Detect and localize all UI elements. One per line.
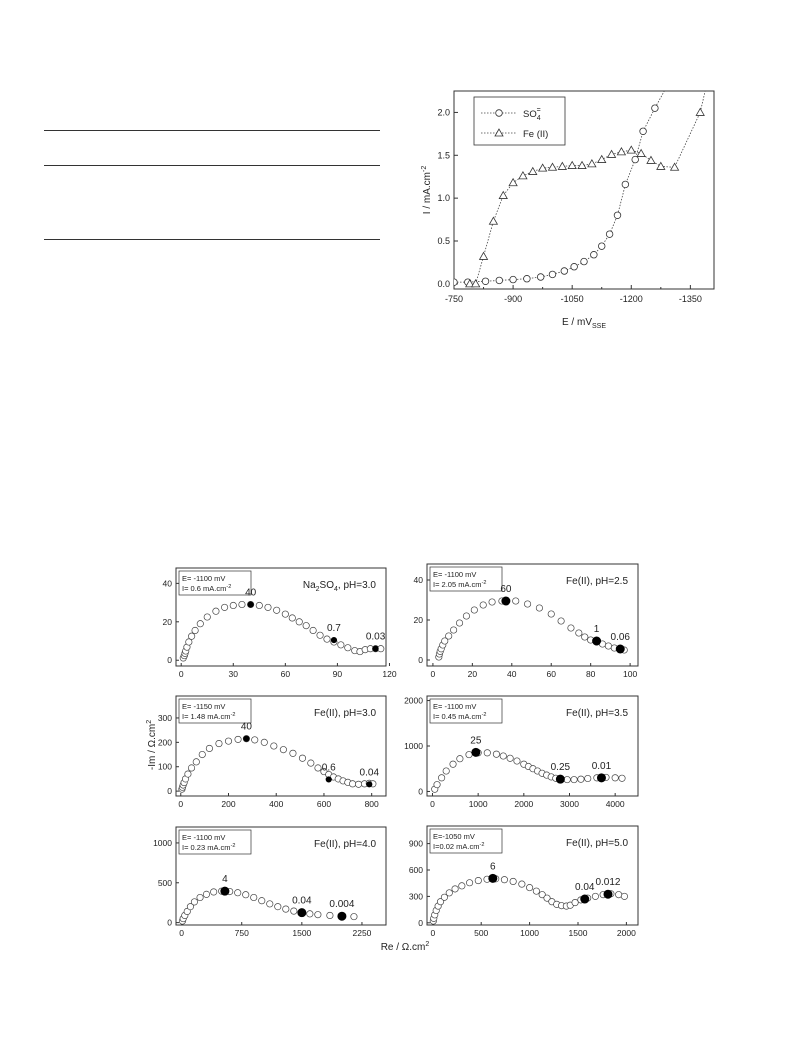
x-tick-label: -900 (504, 294, 523, 304)
data-point (289, 615, 295, 621)
data-point (193, 759, 199, 765)
data-point (489, 599, 495, 605)
frequency-marker (221, 887, 229, 895)
data-point (612, 775, 618, 781)
x-tick-label: 0 (178, 799, 184, 809)
data-point (536, 605, 542, 611)
data-point (203, 891, 209, 897)
data-point (475, 877, 481, 883)
y-tick-label: 1.0 (437, 193, 450, 204)
frequency-marker (373, 646, 378, 651)
x-tick-label: 2000 (616, 928, 636, 938)
data-point (235, 736, 241, 742)
data-point (280, 746, 286, 752)
data-point (510, 878, 516, 884)
panel-title: Fe(II), pH=2.5 (566, 576, 628, 587)
data-point (290, 750, 296, 756)
x-tick-label: 40 (507, 669, 517, 679)
x-axis-label: Re / $\Omega.cm^2$ (380, 941, 430, 953)
data-point (355, 781, 361, 787)
data-point (243, 892, 249, 898)
data-point (526, 884, 532, 890)
nyquist-panel-6 (409, 826, 638, 938)
data-point (450, 627, 456, 633)
data-point (307, 911, 313, 917)
frequency-label: 0.01 (591, 760, 612, 772)
data-point (501, 876, 507, 882)
y-tick-label: 200 (157, 737, 172, 748)
x-tick-label: -750 (444, 294, 464, 304)
data-point (230, 602, 236, 608)
data-point (185, 771, 191, 777)
data-point (197, 621, 203, 627)
y-tick-label: 1000 (153, 837, 172, 848)
data-point (576, 630, 582, 636)
data-point (221, 604, 227, 610)
data-point (456, 620, 462, 626)
data-point (186, 639, 192, 645)
data-point (582, 634, 588, 640)
info-current: I= 2.05 $mA.cm^{-2}$ (433, 580, 487, 589)
y-tick-label: 2000 (404, 695, 423, 706)
frequency-label: 0.04 (359, 767, 380, 779)
x-tick-label: 0 (430, 928, 436, 938)
data-point (283, 906, 289, 912)
x-tick-label: -1350 (678, 294, 702, 304)
y-tick-label: 40 (162, 578, 172, 589)
y-tick-label: 1000 (404, 741, 423, 751)
data-point (548, 611, 554, 617)
info-potential: E= -1100 mV (433, 702, 477, 711)
data-point (324, 636, 330, 642)
frequency-label: 6 (490, 861, 496, 873)
y-tick-label: 0 (418, 655, 423, 665)
data-point (572, 899, 578, 905)
frequency-marker (556, 775, 564, 783)
info-potential: E= -1100 mV (182, 833, 226, 842)
frequency-marker (597, 774, 605, 782)
data-point (275, 903, 281, 909)
x-tick-label: -1050 (560, 294, 584, 304)
frequency-marker (616, 645, 624, 653)
panel-title: $Na_2SO_4$, pH=3.0 (302, 580, 376, 593)
data-point (524, 601, 530, 607)
frequency-label: 0.004 (329, 899, 355, 911)
data-point (463, 613, 469, 619)
frequency-label: 40 (245, 587, 257, 599)
data-point (265, 604, 271, 610)
data-point (213, 608, 219, 614)
info-potential: E= -1100 mV (433, 570, 477, 579)
data-point (592, 893, 598, 899)
x-tick-label: 2000 (514, 799, 534, 809)
data-point (252, 737, 258, 743)
data-point (327, 912, 333, 918)
data-point (192, 627, 198, 633)
data-point (239, 601, 245, 607)
data-point (571, 776, 577, 782)
data-point (533, 888, 539, 894)
y-tick-label: 0 (418, 917, 423, 928)
data-point (513, 598, 519, 604)
frequency-label: 0.04 (575, 882, 595, 894)
x-tick-label: 80 (585, 669, 596, 679)
data-point (273, 607, 279, 613)
data-point (445, 633, 451, 639)
data-point (315, 765, 321, 771)
info-current: I=0.02 $mA.cm^{-2}$ (433, 842, 485, 851)
data-point (443, 768, 449, 774)
x-tick-label: 4000 (605, 799, 625, 809)
data-point (621, 893, 627, 899)
data-point (438, 775, 444, 781)
frequency-marker (593, 637, 601, 645)
x-tick-label: 2250 (352, 928, 372, 938)
data-point (568, 625, 574, 631)
frequency-label: 1 (593, 624, 600, 635)
data-point (514, 758, 520, 764)
frequency-marker (472, 748, 480, 756)
y-tick-label: 0.5 (437, 236, 450, 246)
data-point (188, 633, 194, 639)
x-tick-label: 0 (179, 928, 184, 938)
frequency-label: 0.03 (365, 631, 386, 643)
data-point (206, 745, 212, 751)
y-tick-label: 1.5 (437, 150, 450, 161)
data-point (466, 880, 472, 886)
panel-title: Fe(II), pH=3.0 (314, 708, 376, 719)
data-point (452, 886, 458, 892)
data-point (351, 913, 357, 919)
data-point (225, 738, 231, 744)
data-point (480, 602, 486, 608)
data-point (191, 899, 197, 905)
nyquist-panel-5 (153, 827, 386, 938)
x-tick-label: 60 (280, 669, 291, 679)
y-tick-label: 0 (167, 655, 172, 666)
x-tick-label: 1500 (568, 928, 588, 938)
info-current: I= 0.23 $mA.cm^{-2}$ (182, 843, 236, 852)
panel-title: Fe(II), pH=3.5 (566, 708, 628, 719)
x-tick-label: -1200 (619, 294, 643, 304)
y-tick-label: 2.0 (437, 107, 450, 118)
y-tick-label: 40 (413, 575, 423, 585)
data-point (466, 751, 472, 757)
data-point (235, 890, 241, 896)
data-point (303, 622, 309, 628)
x-tick-label: 1500 (292, 928, 312, 938)
data-point (308, 760, 314, 766)
y-tick-label: 0 (418, 786, 423, 797)
data-point (256, 602, 262, 608)
x-tick-label: 3000 (560, 799, 579, 809)
x-tick-label: 1000 (520, 928, 540, 938)
x-tick-label: 750 (234, 928, 249, 938)
frequency-label: 0.25 (550, 762, 571, 774)
frequency-label: 0.06 (610, 632, 630, 643)
panel-title: Fe(II), pH=5.0 (566, 838, 628, 849)
legend-label: $SO_4=$ (523, 107, 541, 122)
data-point (199, 751, 205, 757)
x-tick-label: 500 (474, 928, 489, 938)
x-tick-label: 60 (546, 669, 556, 679)
x-tick-label: 0 (178, 669, 184, 679)
x-tick-label: 100 (623, 669, 638, 679)
data-point (338, 642, 344, 648)
data-point (261, 739, 267, 745)
data-point (615, 891, 621, 897)
points-group (180, 601, 384, 661)
data-point (259, 897, 265, 903)
y-tick-label: 300 (157, 712, 172, 723)
data-point (315, 911, 321, 917)
data-point (564, 776, 570, 782)
frequency-marker (298, 909, 306, 917)
data-point (317, 632, 323, 638)
x-tick-label: 0 (430, 799, 435, 809)
x-tick-label: 0 (430, 669, 436, 679)
data-point (585, 775, 591, 781)
info-current: I= 0.45 $mA.cm^{-2}$ (433, 712, 487, 721)
frequency-label: 0.6 (321, 762, 336, 774)
x-tick-label: 30 (228, 669, 239, 679)
x-tick-label: 20 (467, 669, 478, 679)
x-tick-label: 90 (332, 669, 343, 679)
y-tick-label: 0 (167, 917, 172, 928)
frequency-marker (338, 912, 346, 920)
x-tick-label: 800 (364, 799, 379, 809)
data-point (558, 618, 564, 624)
frequency-marker (489, 874, 497, 882)
info-potential: E= -1100 mV (182, 574, 226, 583)
data-point (216, 740, 222, 746)
y-tick-label: 500 (157, 877, 172, 888)
points-group (179, 735, 376, 792)
frequency-label: 4 (222, 874, 228, 886)
nyquist-panel-1 (163, 568, 397, 679)
data-point (291, 908, 297, 914)
data-point (459, 883, 465, 889)
x-axis-label: E / $mV_{SSE}$ (561, 317, 607, 330)
frequency-label: 40 (240, 721, 252, 733)
data-point (310, 627, 316, 633)
data-point (450, 761, 456, 767)
nyquist-panel-2 (414, 564, 638, 679)
x-tick-label: 120 (382, 669, 397, 679)
data-point (349, 781, 355, 787)
frequency-label: 0.7 (326, 623, 341, 635)
data-point (507, 755, 513, 761)
frequency-marker (367, 782, 372, 787)
data-point (471, 607, 477, 613)
frequency-label: 0.012 (595, 877, 621, 889)
y-tick-label: 600 (408, 865, 423, 875)
data-point (484, 750, 490, 756)
y-tick-label: 0.0 (437, 278, 450, 289)
data-point (299, 755, 305, 761)
data-point (500, 753, 506, 759)
data-point (197, 894, 203, 900)
info-potential: E= -1150 mV (182, 702, 226, 711)
info-current: I= 1.48 $mA.cm^{-2}$ (182, 712, 236, 721)
x-tick-label: 400 (269, 799, 284, 809)
y-tick-label: 100 (157, 761, 172, 772)
y-axis-label: I / $mA.cm^{-2}$ (421, 165, 433, 215)
frequency-marker (604, 890, 612, 898)
y-tick-label: 900 (408, 838, 423, 849)
y-tick-label: 0 (167, 786, 172, 797)
info-potential: E=-1050 mV (433, 832, 475, 841)
frequency-label: 25 (470, 735, 482, 747)
panel-title: Fe(II), pH=4.0 (314, 839, 376, 850)
frequency-marker (331, 637, 336, 642)
data-point (271, 743, 277, 749)
data-point (345, 645, 351, 651)
data-point (188, 765, 194, 771)
data-point (434, 781, 440, 787)
info-current: I= 0.6 $mA.cm^{-2}$ (182, 584, 232, 593)
x-tick-label: 200 (221, 799, 236, 809)
data-point (282, 611, 288, 617)
data-point (296, 619, 302, 625)
frequency-marker (581, 895, 589, 903)
frequency-marker (244, 736, 249, 741)
y-tick-label: 20 (413, 615, 423, 625)
frequency-marker (326, 777, 331, 782)
data-point (493, 751, 499, 757)
data-point (605, 643, 611, 649)
y-tick-label: 300 (408, 891, 423, 902)
data-point (519, 881, 525, 887)
data-point (210, 889, 216, 895)
frequency-marker (502, 597, 510, 605)
data-point (578, 776, 584, 782)
x-tick-label: 600 (316, 799, 332, 809)
data-point (267, 901, 273, 907)
data-point (457, 756, 463, 762)
data-point (251, 894, 257, 900)
y-axis-label: $-Im / \Omega.cm^2$ (146, 719, 158, 771)
legend-label: Fe (II) (523, 129, 549, 140)
nyquist-panel-3 (158, 696, 386, 809)
data-point (619, 775, 625, 781)
data-point (204, 614, 210, 620)
y-tick-label: 20 (162, 616, 172, 627)
nyquist-panel-4 (404, 696, 638, 809)
x-tick-label: 1000 (468, 799, 488, 809)
frequency-marker (248, 602, 253, 607)
frequency-label: 60 (500, 584, 512, 595)
frequency-label: 0.04 (292, 895, 312, 907)
data-point (446, 890, 452, 896)
